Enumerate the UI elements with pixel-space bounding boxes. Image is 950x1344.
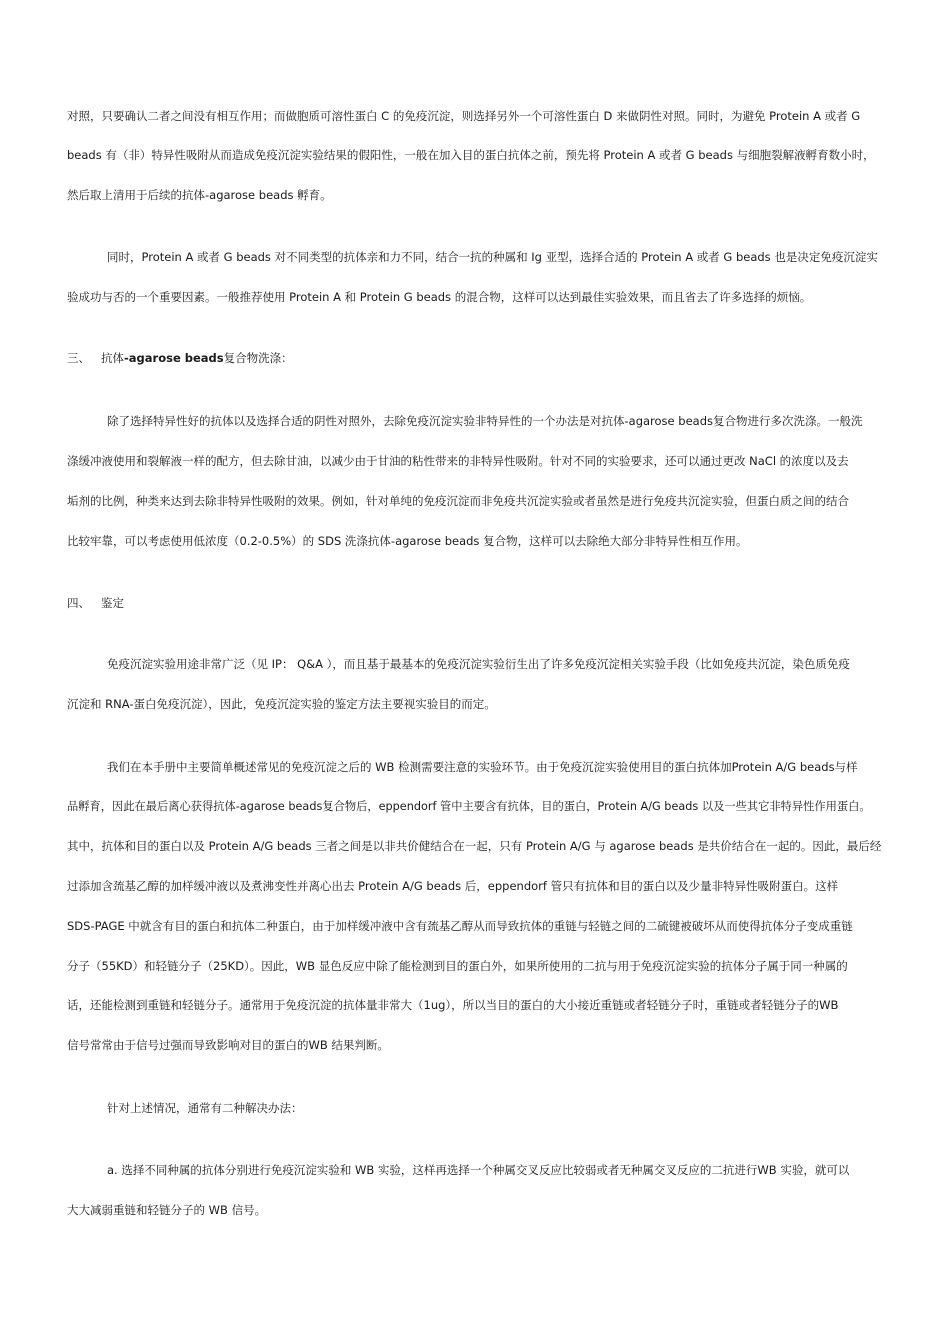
paragraph-4-line-2: 沉淀和 RNA-蛋白免疫沉淀），因此，免疫沉淀实验的鉴定方法主要视实验目的而定。 — [67, 697, 496, 711]
paragraph-3-line-2: 涤缓冲液使用和裂解液一样的配方，但去除甘油，以减少由于甘油的粘性带来的非特异性吸附。针对不同的实验要求，还可以通过更改 NaCl 的浓度以及去 — [67, 454, 849, 468]
paragraph-5-line-5: SDS-PAGE 中就含有目的蛋白和抗体二种蛋白，由于加样缓冲液中含有巯基乙醇从而导致抗体的重链与轻链之间的二硫键被破坏从而使得抗体分子变成重链 — [67, 919, 853, 933]
paragraph-4-line-1: 免疫沉淀实验用途非常广泛（见 IP： Q&A ），而且基于最基本的免疫沉淀实验衍生出了许多免疫沉淀相关实验手段（比如免疫共沉淀，染色质免疫 — [107, 657, 850, 671]
paragraph-5-line-3: 其中，抗体和目的蛋白以及 Protein A/G beads 三者之间是以非共价健结合在一起，只有 Protein A/G 与 agarose beads 是共价结合在一起的。因此，最后经 — [67, 839, 882, 853]
section-4-number: 四、 — [67, 596, 90, 610]
paragraph-3-line-1: 除了选择特异性好的抗体以及选择合适的阴性对照外，去除免疫沉淀实验非特异性的一个办法是对抗体-agarose beads复合物进行多次洗涤。一般洗 — [107, 414, 863, 428]
paragraph-7-line-1: a. 选择不同种属的抗体分别进行免疫沉淀实验和 WB 实验，这样再选择一个种属交叉反应比较弱或者无种属交叉反应的二抗进行WB 实验，就可以 — [107, 1163, 850, 1177]
paragraph-6-line-1: 针对上述情况，通常有二种解决办法： — [107, 1101, 303, 1115]
section-3-heading — [67, 350, 887, 366]
paragraph-3-line-3: 垢剂的比例，种类来达到去除非特异性吸附的效果。例如，针对单纯的免疫沉淀而非免疫共沉淀实验或者虽然是进行免疫共沉淀实验，但蛋白质之间的结合 — [67, 494, 849, 508]
paragraph-2-line-1: 同时，Protein A 或者 G beads 对不同类型的抗体亲和力不同，结合一抗的种属和 Ig 亚型，选择合适的 Protein A 或者 G beads 也是决定免疫沉淀实 — [107, 250, 878, 264]
paragraph-3-line-4: 比较牢靠，可以考虑使用低浓度（0.2-0.5%）的 SDS 洗涤抗体-agarose beads 复合物，这样可以去除绝大部分非特异性相互作用。 — [67, 534, 748, 548]
paragraph-5-line-7: 话，还能检测到重链和轻链分子。通常用于免疫沉淀的抗体量非常大（1ug），所以当目的蛋白的大小接近重链或者轻链分子时，重链或者轻链分子的WB — [67, 998, 839, 1012]
section-3-title-pre: 抗体 — [101, 351, 124, 365]
paragraph-5-line-2: 品孵育，因此在最后离心获得抗体-agarose beads复合物后，eppendorf 管中主要含有抗体，目的蛋白，Protein A/G beads 以及一些其它非特异性作用蛋白。 — [67, 800, 871, 813]
section-3-title-post: 复合物洗涤： — [223, 351, 293, 365]
section-4-heading — [67, 595, 887, 611]
paragraph-7-line-2: 大大减弱重链和轻链分子的 WB 信号。 — [67, 1203, 267, 1217]
paragraph-1-line-3: 然后取上清用于后续的抗体-agarose beads 孵育。 — [67, 188, 332, 202]
paragraph-1-line-1: 对照，只要确认二者之间没有相互作用；而做胞质可溶性蛋白 C 的免疫沉淀，则选择另外一个可溶性蛋白 D 来做阴性对照。同时，为避免 Protein A 或者 G — [67, 109, 861, 123]
paragraph-5-line-4: 过添加含巯基乙醇的加样缓冲液以及煮沸变性并离心出去 Protein A/G beads 后，eppendorf 管只有抗体和目的蛋白以及少量非特异性吸附蛋白。这样 — [67, 879, 839, 893]
paragraph-5-line-8: 信号常常由于信号过强而导致影响对目的蛋白的WB 结果判断。 — [67, 1038, 389, 1052]
paragraph-1-line-2: beads 有（非）特异性吸附从而造成免疫沉淀实验结果的假阳性，一般在加入目的蛋白抗体之前，预先将 Protein A 或者 G beads 与细胞裂解液孵育数小时， — [67, 148, 875, 162]
section-4-title: 鉴定 — [101, 596, 124, 610]
section-3-number: 三、 — [67, 351, 90, 365]
paragraph-5-line-6: 分子（55KD）和轻链分子（25KD）。因此，WB 显色反应中除了能检测到目的蛋白外，如果所使用的二抗与用于免疫沉淀实验的抗体分子属于同一种属的 — [67, 959, 848, 973]
section-3-title-bold: -agarose beads — [124, 351, 224, 365]
paragraph-5-line-1: 我们在本手册中主要简单概述常见的免疫沉淀之后的 WB 检测需要注意的实验环节。由于免疫沉淀实验使用目的蛋白抗体加Protein A/G beads与样 — [107, 760, 858, 774]
paragraph-2-line-2: 验成功与否的一个重要因素。一般推荐使用 Protein A 和 Protein G beads 的混合物，这样可以达到最佳实验效果，而且省去了许多选择的烦恼。 — [67, 290, 812, 304]
